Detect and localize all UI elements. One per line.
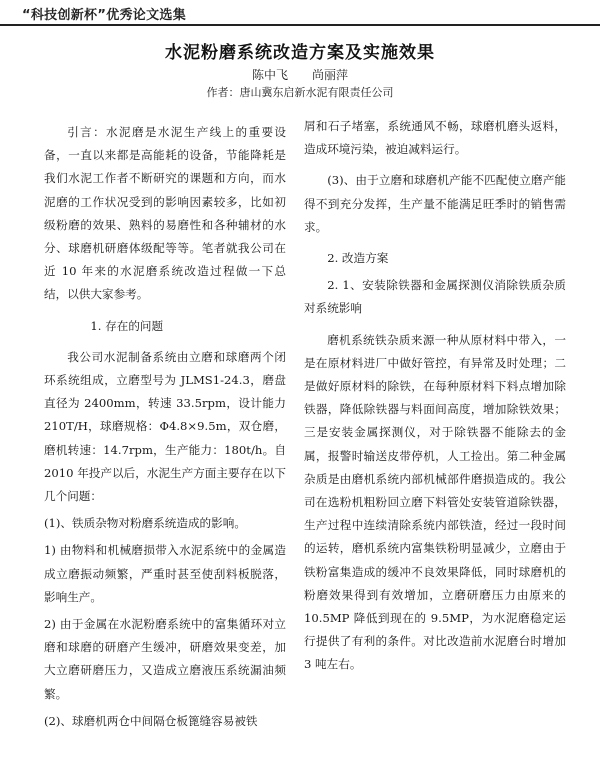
section-2-1-heading: 2. 1、安装除铁器和金属探测仪消除铁质杂质对系统影响 (304, 278, 566, 316)
section-1-heading: 1. 存在的问题 (90, 318, 164, 333)
section-1-paragraph: 我公司水泥制备系统由立磨和球磨两个闭环系统组成，立磨型号为 JLMS1-24.3，磨盘直径为 2400mm，转速 33.5rpm，设计能力 210T/H，球磨规格：Φ4.8×9.5m，双仓磨，磨机转速：14.7rpm，生产能力：180t/h。自 2010 年投产以后，水泥生产方面主要存在以下几个问题： (44, 349, 286, 504)
series-header: “科技创新杯”优秀论文选集 (22, 8, 186, 23)
header-divider (0, 24, 600, 26)
issue-1-heading: (1)、铁质杂物对粉磨系统造成的影响。 (44, 516, 246, 531)
section-2-1-paragraph: 磨机系统铁杂质来源一种从原材料中带入，一是在原材料进厂中做好管控，有异常及时处理；二是做好原材料的除铁，在每种原材料下料点增加除铁器，降低除铁器与料面间高度，增加除铁效果；三是安装金属探测仪，对于除铁器不能除去的金属，报警时输送皮带停机，人工捡出。第二种金属杂质是由磨机系统内部机械部件磨损造成的。我公司在选粉机粗粉回立磨下料管处安装管道除铁器，生产过程中连续清除系统内部铁渣，经过一段时间的运转，磨机系统内富集铁粉明显减少，立磨由于铁粉富集造成的缓冲不良效果降低，同时球磨机的粉磨效果得到有效增加，立磨研磨压力由原来的 10.5MP 降低到现在的 9.5MP，为水泥磨稳定运行提供了有利的条件。对比改造前水泥磨台时增加 3 吨左右。 (304, 332, 566, 672)
issue-1-item-b: 2) 由于金属在水泥粉磨系统中的富集循环对立磨和球磨的研磨产生缓冲，研磨效果变差，加大立磨研磨压力，又造成立磨液压系统漏油频繁。 (44, 617, 286, 701)
abstract-paragraph: 引言：水泥磨是水泥生产线上的重要设备，一直以来都是高能耗的设备，节能降耗是我们水泥工作者不断研究的课题和方向，而水泥磨的工作状况受到的影响因素较多，比如初级粉磨的效果、熟料的易磨性和各种辅材的水分、球磨机研磨体级配等等。笔者就我公司在近 10 年来的水泥磨系统改造过程做一下总结，以供大家参考。 (44, 125, 286, 302)
section-2-heading: 2. 改造方案 (327, 251, 389, 266)
issue-2-heading: (2)、球磨机两仓中间隔仓板篦缝容易被铁 (44, 713, 258, 728)
paper-title: 水泥粉磨系统改造方案及实施效果 (165, 43, 435, 63)
issue-2-continuation: 屑和石子堵塞，系统通风不畅，球磨机磨头返料，造成环境污染，被迫减料运行。 (304, 119, 566, 157)
issue-1-item-a: 1) 由物料和机械磨损带入水泥系统中的金属造成立磨振动频繁，严重时甚至使刮料板脱落，影响生产。 (44, 543, 286, 604)
author-affiliation: 作者：唐山冀东启新水泥有限责任公司 (206, 86, 394, 99)
right-column (304, 115, 566, 677)
issue-3-paragraph: (3)、由于立磨和球磨机产能不匹配使立磨产能得不到充分发挥，生产量不能满足旺季时的销售需求。 (304, 173, 566, 234)
left-column (44, 121, 286, 733)
author-names: 陈中飞 尚丽萍 (251, 68, 348, 82)
